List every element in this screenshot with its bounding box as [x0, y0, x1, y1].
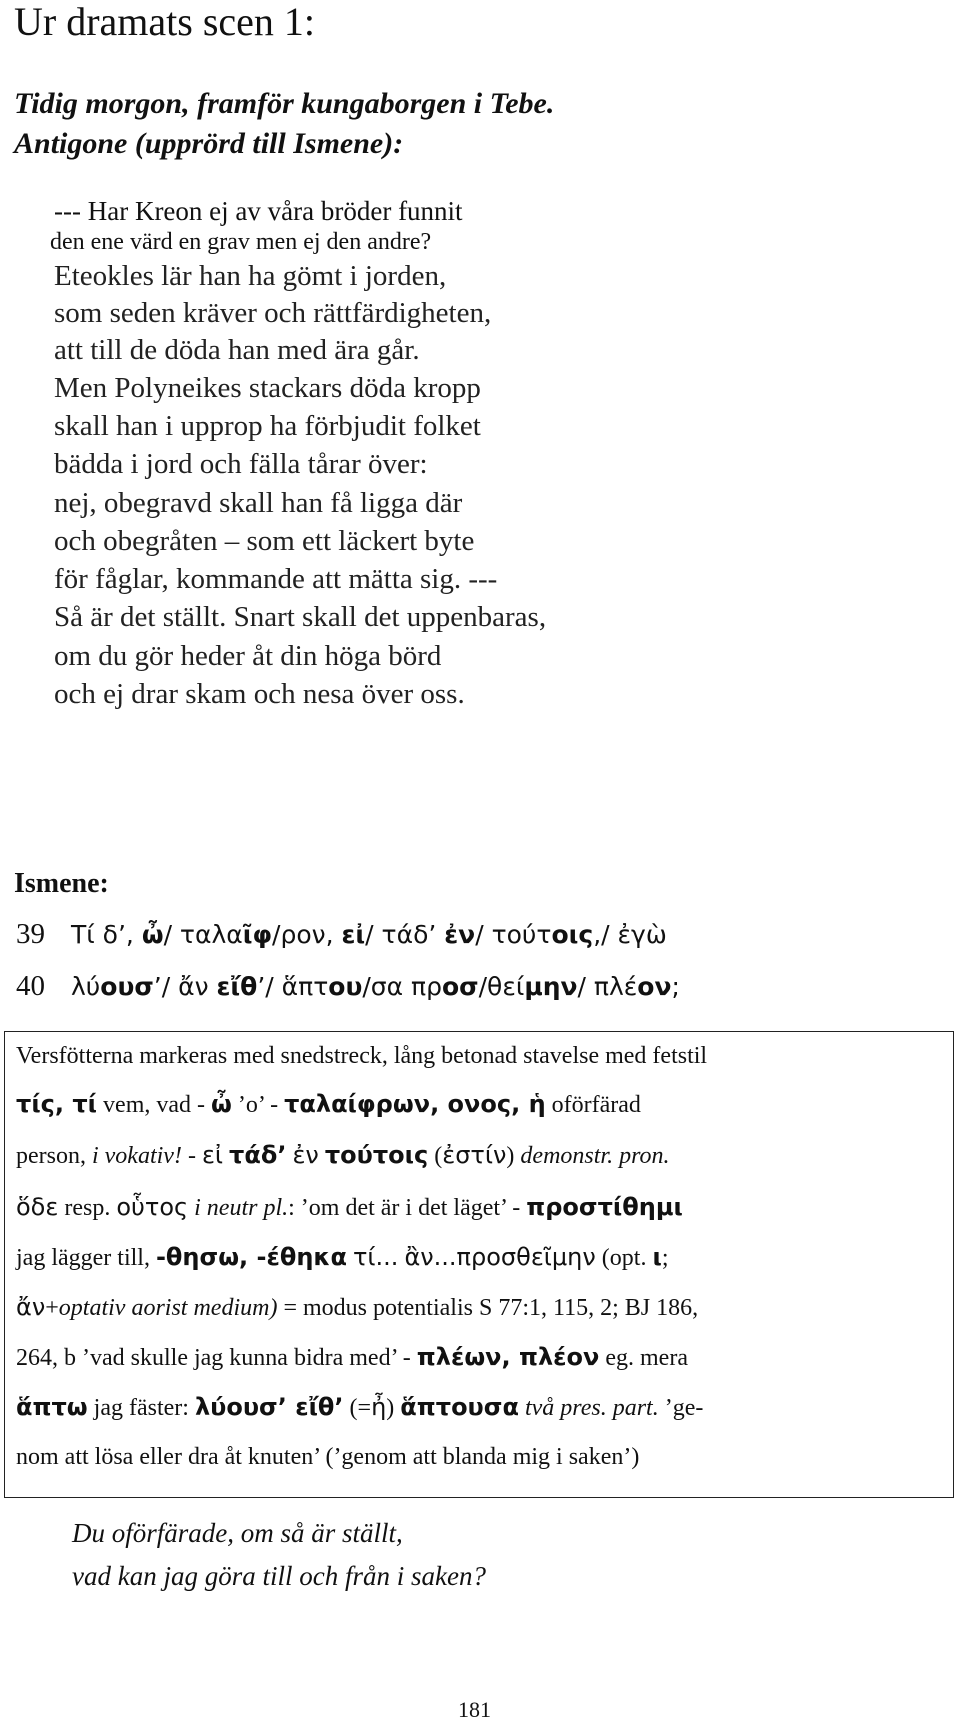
note-line-7: 264, b ’vad skulle jag kunna bidra med’ - πλέων, πλέον eg. mera: [16, 1343, 688, 1371]
note-line-4: ὅδε resp. οὗτος i neutr pl.: ’om det är i det läget’ - προστίθημι: [16, 1193, 683, 1221]
page-number: 181: [458, 1697, 491, 1722]
greek-verse-40: 40 λύουσ’/ ἄν εἴθ’/ ἅπτου/σα προσ/θείμην/ πλέον;: [16, 970, 680, 1002]
antigone-line-6: Men Polyneikes stackars döda kropp: [54, 372, 481, 404]
antigone-line-8: bädda i jord och fälla tårar över:: [54, 448, 428, 480]
note-line-3: person, i vokativ! - εἰ τάδ’ ἐν τούτοις (ἐστίν) demonstr. pron.: [16, 1141, 670, 1169]
antigone-line-4: som seden kräver och rättfärdigheten,: [54, 297, 492, 329]
antigone-line-11: för fåglar, kommande att mätta sig. ---: [54, 563, 498, 595]
translation-line-1: Du oförfärade, om så är ställt,: [72, 1518, 403, 1548]
antigone-line-3: Eteokles lär han ha gömt i jorden,: [54, 260, 447, 292]
antigone-line-5: att till de döda han med ära går.: [54, 334, 420, 366]
antigone-line-9: nej, obegravd skall han få ligga där: [54, 487, 463, 519]
note-line-2: τίς, τί vem, vad - ὦ ’o’ - ταλαίφρων, ονος, ἡ oförfärad: [16, 1090, 641, 1118]
greek-verse-39: 39 Τί δ’, ὦ/ ταλαῖφ/ρον, εἰ/ τάδ’ ἐν/ τούτοις,/ ἐγὼ: [16, 918, 667, 950]
page-title: Ur dramats scen 1:: [14, 0, 316, 44]
antigone-line-7: skall han i upprop ha förbjudit folket: [54, 410, 481, 442]
note-line-9: nom att lösa eller dra åt knuten’ (’genom att blanda mig i saken’): [16, 1444, 640, 1470]
antigone-line-13: om du gör heder åt din höga börd: [54, 640, 442, 672]
note-line-1: Versfötterna markeras med snedstreck, lång betonad stavelse med fetstil: [16, 1043, 708, 1069]
antigone-line-10: och obegråten – som ett läckert byte: [54, 525, 475, 557]
antigone-line-1: --- Har Kreon ej av våra bröder funnit: [54, 196, 463, 226]
antigone-line-14: och ej drar skam och nesa över oss.: [54, 678, 465, 710]
note-line-8: ἅπτω jag fäster: λύουσ’ εἴθ’ (=ἦ) ἅπτουσα två pres. part. ’ge-: [16, 1393, 704, 1421]
stage-direction-speaker: Antigone (upprörd till Ismene):: [14, 127, 404, 160]
antigone-line-12: Så är det ställt. Snart skall det uppenbaras,: [54, 601, 547, 633]
stage-direction-setting: Tidig morgon, framför kungaborgen i Tebe.: [14, 87, 555, 120]
speaker-ismene: Ismene:: [14, 868, 109, 899]
verse-number-39: 39: [16, 918, 45, 950]
antigone-line-2: den ene värd en grav men ej den andre?: [50, 229, 432, 255]
verse-number-40: 40: [16, 970, 45, 1002]
translation-line-2: vad kan jag göra till och från i saken?: [72, 1561, 486, 1591]
note-line-5: jag lägger till, -θησω, -έθηκα τί... ἂν...προσθεῖμην (opt. ι;: [16, 1243, 669, 1271]
note-line-6: ἄν+optativ aorist medium) = modus potentialis S 77:1, 115, 2; BJ 186,: [16, 1293, 699, 1321]
